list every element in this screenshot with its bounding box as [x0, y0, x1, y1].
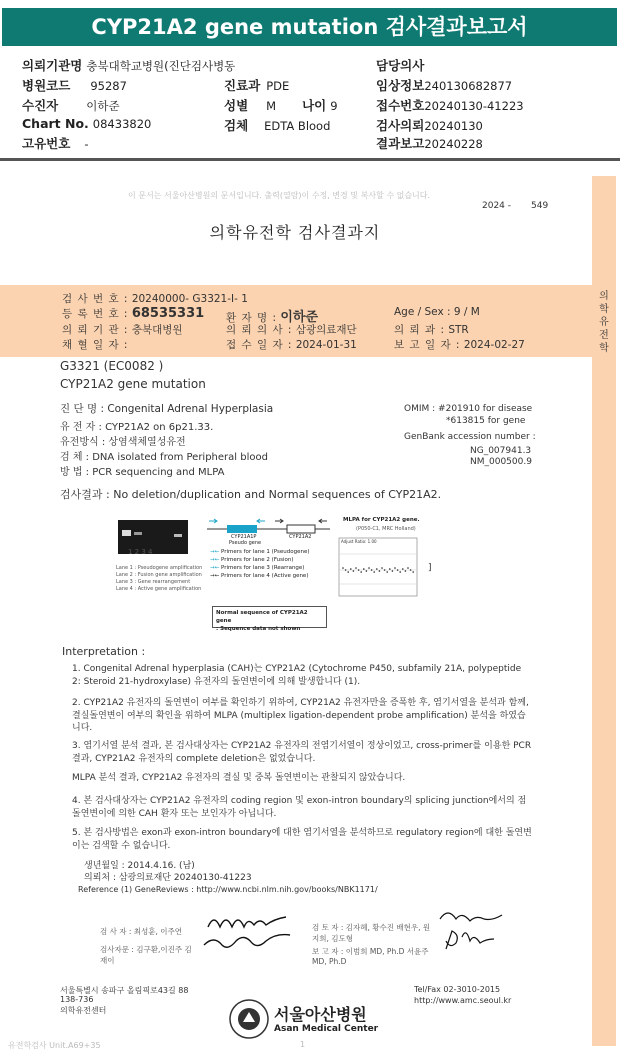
primer-arrow [319, 519, 327, 523]
interp-2: 2. CYP21A2 유전자의 돌연변이 여부를 확인하기 위하여, CYP21A2 유전자만을 증폭한 후, 염기서열을 분석과 함께, 결실돌연변이 여부의 확인을 위하여 MLPA (multiplex ligation-dependent probe amplification) 분석을 하였습니다. [72, 698, 529, 733]
doc-page-no: 549 [531, 201, 549, 211]
header-divider [0, 158, 620, 161]
normal-sequence-note [212, 606, 327, 632]
mlpa-title: MLPA for CYP21A2 gene. [343, 517, 420, 523]
patient-name: 이하준 [280, 310, 319, 325]
arrow-icon: →← [210, 565, 220, 571]
inherit-label: 유전방식 : [60, 437, 106, 448]
method-label: 방 법 : [60, 467, 90, 478]
mlpa-point [386, 571, 388, 573]
ward-label: 의 뢰 과 : [394, 324, 445, 336]
signature-right [436, 905, 516, 967]
institution-value: 충북대학교병원(진단검사병동 [86, 59, 236, 73]
mlpa-point [376, 568, 378, 570]
interp-5: 5. 본 검사방법은 exon과 exon-intron boundary에 대한 염기서열을 분석하므로 regulatory region에 대한 돌연변이는 검색할 수 없습니다. [72, 828, 532, 851]
mlpa-adjust-label: Adjust Ratio: 1.00 [341, 539, 377, 544]
reviewer: 검 토 자 : 김자혜, 황수진 배현우, 원지희, 김도형 [312, 923, 431, 943]
genbank-2: NM_000500.9 [470, 457, 532, 467]
bracket-mark: ] [428, 563, 432, 573]
watermark-text: 이 문서는 서울아산병원의 문서입니다. 출력(열람)이 수정, 변경 및 복사할 수 없습니다. [128, 191, 431, 200]
gel-band [174, 534, 182, 537]
mlpa-point [360, 571, 362, 573]
footer-left: 유전학검사 Unit.A69+35 [8, 1041, 101, 1050]
dept-field [224, 76, 289, 94]
mlpa-point [355, 567, 357, 569]
ward: STR [448, 324, 469, 336]
hospital-logo [228, 998, 270, 1040]
specimen: DNA isolated from Peripheral blood [92, 452, 268, 463]
mlpa-point [402, 568, 404, 570]
dept-label: 진료과 [224, 78, 261, 93]
mlpa-plot [333, 534, 423, 606]
mlpa-point [392, 570, 394, 572]
dept-value: PDE [266, 79, 290, 93]
report-label: 결과보고 [376, 136, 425, 151]
result-text: No deletion/duplication and Normal sequences of CYP21A2. [113, 488, 442, 501]
test-name: CYP21A2 gene mutation [60, 377, 206, 391]
hospital-code-value: 95287 [90, 79, 127, 93]
clinical-value: 240130682877 [424, 79, 513, 93]
sex-field [224, 96, 338, 114]
patient-field [22, 96, 120, 114]
mlpa-subtitle: (P050-C1, MRC Holland) [356, 526, 416, 532]
mlpa-point [363, 568, 365, 570]
advisor: 검사자문 : 김구환,이진주 김재이 [100, 945, 192, 965]
receipt-field [376, 96, 524, 114]
unique-label: 고유번호 [22, 136, 71, 151]
primer-arrow [209, 519, 217, 523]
inherit: 상염색체열성유전 [108, 437, 186, 448]
pseudo-gene-box [227, 525, 257, 533]
mlpa-point [410, 569, 412, 571]
report-value: 20240228 [424, 137, 483, 151]
sex-label: 성별 [224, 98, 249, 113]
age-sex: 9 / M [453, 306, 480, 318]
unique-value: - [84, 137, 89, 151]
birth-date: 생년월일 : 2014.4.16. (남) [84, 861, 195, 871]
request-label: 검사의뢰 [376, 118, 425, 133]
hospital-code-label: 병원코드 [22, 78, 71, 93]
clinical-field [376, 76, 512, 94]
doc-year: 2024 - [482, 201, 512, 211]
arrow-icon: →← [210, 549, 220, 555]
report-date: 2024-02-27 [463, 339, 525, 351]
dx-label: 진 단 명 : [60, 403, 104, 415]
mlpa-point [412, 571, 414, 573]
omim-1: #201910 for disease [438, 404, 533, 414]
result-label: 검사결과 : [60, 488, 110, 501]
req-inst: 충북대병원 [131, 324, 183, 336]
website: http://www.amc.seoul.kr [414, 996, 512, 1005]
gel-band-ladder [122, 530, 131, 536]
signature-left [200, 905, 310, 965]
pseudo-gene-sub: Pseudo gene [229, 540, 262, 546]
omim-2: *613815 for gene [446, 416, 526, 426]
req-doc: 삼광의료재단 [295, 324, 357, 336]
mlpa-point [353, 570, 355, 572]
reference: Reference (1) GeneReviews : http://www.ncbi.nlm.nih.gov/books/NBK1171/ [78, 885, 378, 894]
mlpa-point [399, 571, 401, 573]
mlpa-point [368, 567, 370, 569]
request-field [376, 116, 483, 134]
mlpa-plot-frame [339, 538, 417, 596]
patient-name-label: 환 자 명 : [226, 312, 277, 324]
examiner: 검 사 자 : 최성훈, 이주연 [100, 927, 183, 936]
lane-legend-1: Lane 1 : Pseudogene amplification [116, 565, 203, 571]
interp-3: 3. 염기서열 분석 결과, 본 검사대상자는 CYP21A2 유전자의 전염기서열이 정상이었고, cross-primer를 이용한 PCR 결과, CYP21A2 유전자의 complete deletion은 없었습니다. [72, 741, 532, 764]
mlpa-point [384, 569, 386, 571]
clinical-label: 임상정보 [376, 78, 425, 93]
doctor-field [376, 56, 424, 74]
req-inst-label: 의 뢰 기 관 : [62, 324, 129, 336]
receipt-value: 20240130-41223 [424, 99, 524, 113]
patient-value: 이하준 [86, 99, 120, 113]
collect-label: 채 혈 일 자 : [62, 339, 129, 351]
interp-3b: MLPA 분석 결과, CYP21A2 유전자의 결실 및 중복 돌연변이는 관찰되지 않았습니다. [72, 773, 406, 783]
hospital-name-en: Asan Medical Center [274, 1024, 379, 1034]
primer-arrow [257, 519, 265, 523]
mlpa-point [394, 567, 396, 569]
receipt-label: 접수번호 [376, 98, 425, 113]
report-date-label: 보 고 일 자 : [394, 339, 461, 351]
specimen-value: EDTA Blood [264, 119, 331, 133]
patient-label: 수진자 [22, 98, 59, 113]
address-1: 서울특별시 송파구 올림픽로43길 88 [60, 986, 189, 995]
lane-legend-4: Lane 4 : Active gene amplification [116, 586, 202, 592]
test-code: G3321 (EC0082 ) [60, 359, 164, 373]
mlpa-point [342, 567, 344, 569]
req-doc-label: 의 뢰 의 사 : [226, 324, 293, 336]
requester: 의뢰처 : 삼광의료재단 20240130-41223 [84, 873, 252, 883]
specimen-field [224, 116, 330, 134]
interpretation-title: Interpretation : [62, 645, 146, 658]
lane-legend-3: Lane 3 : Gene rearrangement [116, 579, 191, 585]
reg-no-label: 등 록 번 호 : [62, 308, 129, 320]
report-field [376, 134, 483, 152]
arrow-icon: →← [210, 573, 220, 579]
note-line-2: : Sequence data not shown [216, 626, 301, 632]
mlpa-point [397, 569, 399, 571]
primer-arrow [275, 519, 283, 523]
sex-value: M [266, 99, 277, 113]
mlpa-point [350, 568, 352, 570]
chart-field [22, 116, 151, 131]
mlpa-point [389, 568, 391, 570]
gene: CYP21A2 on 6p21.33. [105, 422, 214, 433]
primer-legend-4: Primers for lane 4 (Active gene) [220, 573, 309, 579]
gel-lane-numbers: 1 2 3 4 [128, 548, 153, 556]
request-value: 20240130 [424, 119, 483, 133]
specimen-label: 검 체 : [60, 452, 90, 463]
unique-field [22, 134, 88, 152]
mlpa-point [381, 567, 383, 569]
report-title-banner: CYP21A2 gene mutation 검사결과보고서 [2, 8, 617, 46]
institution-label: 의뢰기관명 [22, 58, 83, 73]
arrow-icon: →← [210, 557, 220, 563]
age-sex-label: Age / Sex : [394, 306, 451, 318]
address-2: 138-736 [60, 995, 94, 1004]
test-no-label: 검 사 번 호 : [62, 293, 129, 305]
active-gene-box [287, 525, 315, 533]
reporter: 보 고 자 : 이범희 MD, Ph.D 서윤주 MD, Ph.D [312, 947, 429, 966]
chart-label: Chart No. [22, 116, 89, 131]
gel-band [134, 532, 142, 535]
primer-legend-2: Primers for lane 2 (Fusion) [220, 557, 294, 563]
receive-date: 2024-01-31 [295, 339, 357, 351]
reg-no: 68535331 [131, 306, 205, 321]
specimen-label: 검체 [224, 118, 249, 133]
genbank-1: NG_007941.3 [470, 446, 532, 456]
gene-label: 유 전 자 : [60, 422, 102, 433]
genbank-label: GenBank accession number : [404, 432, 536, 442]
hospital-name-kr: 서울아산병원 [274, 1005, 367, 1024]
doctor-label: 담당의사 [376, 58, 425, 73]
primer-legend-1: Primers for lane 1 (Pseudogene) [220, 549, 310, 555]
mlpa-point [405, 570, 407, 572]
mlpa-point [371, 569, 373, 571]
age-label: 나이 [302, 98, 327, 113]
institution-field [22, 56, 235, 74]
mlpa-point [379, 570, 381, 572]
doc-title: 의학유전학 검사결과지 [209, 223, 381, 242]
mlpa-point [347, 571, 349, 573]
side-label: 의 학 유 전 학 [599, 291, 609, 354]
chart-value: 08433820 [92, 117, 152, 131]
active-gene-label: CYP21A2 [289, 534, 312, 540]
interp-4: 4. 본 검사대상자는 CYP21A2 유전자의 coding region 및 exon-intron boundary의 splicing junction에서의 점돌연변이에 의한 CAH 환자 또는 보인자가 아닙니다. [72, 796, 527, 819]
mlpa-point [358, 569, 360, 571]
lane-legend-2: Lane 2 : Fusion gene amplification [116, 572, 202, 578]
dx: Congenital Adrenal Hyperplasia [107, 403, 274, 415]
pseudo-gene-label: CYP21A1P [231, 534, 257, 540]
method: PCR sequencing and MLPA [92, 467, 225, 478]
note-line-1: Normal sequence of CYP21A2 gene [216, 610, 308, 624]
omim-label: OMIM : [404, 404, 436, 414]
tel-fax: Tel/Fax 02-3010-2015 [414, 985, 501, 994]
mlpa-point [345, 569, 347, 571]
test-no: 20240000- G3321-I- 1 [131, 293, 248, 305]
age-value: 9 [330, 99, 338, 113]
footer-page: 1 [300, 1040, 306, 1049]
receive-label: 접 수 일 자 : [226, 339, 293, 351]
mlpa-point [407, 567, 409, 569]
interp-1: 1. Congenital Adrenal hyperplasia (CAH)는 CYP21A2 (Cytochrome P450, subfamily 21A, polypeptide 2: Steroid 21-hydroxylase) 유전자의 돌연변이에 의해 발생합니다 (1). [72, 664, 522, 687]
hospital-code-field [22, 76, 127, 94]
primer-legend-3: Primers for lane 3 (Rearrange) [220, 565, 305, 571]
address-3: 의학유전센터 [60, 1006, 107, 1015]
mlpa-point [366, 570, 368, 572]
mlpa-point [373, 571, 375, 573]
